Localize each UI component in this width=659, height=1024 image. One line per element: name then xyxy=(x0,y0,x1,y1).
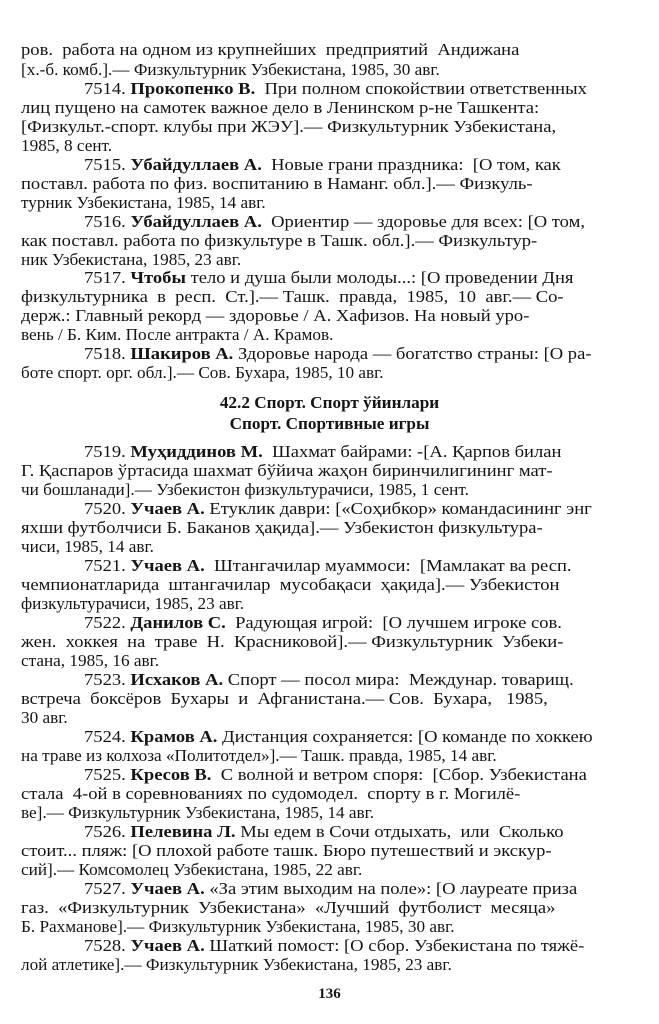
entry-first-line xyxy=(84,155,561,174)
line-text: [Физкульт.-спорт. клубы при ЖЭУ].— Физкультурник Узбекистана, xyxy=(21,117,557,136)
line-text: 30 авг. xyxy=(21,708,68,727)
entry-author: Учаев А. xyxy=(130,556,205,575)
line-text: жен. хоккея на траве Н. Красниковой].— Физкультурник Узбеки- xyxy=(21,632,564,651)
entry-number: 7524. xyxy=(84,727,131,746)
entry-number: 7526. xyxy=(84,822,131,841)
entry-line xyxy=(21,917,455,936)
line-text: Новые грани праздника: [О том, как xyxy=(261,155,561,174)
entry-line xyxy=(21,136,112,155)
entry-line xyxy=(21,231,537,250)
line-text: лой атлетике].— Физкультурник Узбекистана, 1985, 23 авг. xyxy=(21,955,452,974)
entry-line xyxy=(21,461,553,480)
entry-author: Учаев А. xyxy=(130,879,205,898)
entry-first-line xyxy=(84,79,587,98)
line-text: [х.-б. комб.].— Физкультурник Узбекистана, 1985, 30 авг. xyxy=(21,60,440,79)
line-text: держ.: Главный рекорд — здоровье / А. Хафизов. На новый уро- xyxy=(21,306,530,325)
entry-line xyxy=(21,860,362,879)
line-text: стоит... пляж: [О плохой работе ташк. Бюро путешествий и экскур- xyxy=(21,841,552,860)
line-text: Спорт — посол мира: Междунар. товарищ. xyxy=(223,670,574,689)
entry-author: Пелевина Л. xyxy=(130,822,236,841)
line-text: поставл. работа по физ. воспитанию в Наманг. обл.].— Физкуль- xyxy=(21,174,533,193)
entry-author: Данилов С. xyxy=(130,613,226,632)
line-text: физкультурника в респ. Ст.].— Ташк. правда, 1985, 10 авг.— Со- xyxy=(21,287,564,306)
line-text: газ. «Физкультурник Узбекистана» «Лучший футболист месяца» xyxy=(21,898,556,917)
entry-first-line xyxy=(84,613,562,632)
line-text: Г. Қаспаров ўртасида шахмат бўйича жаҳон биринчилигининг мат- xyxy=(21,461,553,480)
entry-line xyxy=(21,689,548,708)
line-text: чиси, 1985, 14 авг. xyxy=(21,537,154,556)
entry-first-line xyxy=(84,556,572,575)
line-text: ве].— Физкультурник Узбекистана, 1985, 14 авг. xyxy=(21,803,375,822)
entry-first-line xyxy=(84,442,561,461)
entry-line xyxy=(21,651,159,670)
line-text: 1985, 8 сент. xyxy=(21,136,113,155)
line-text: турник Узбекистана, 1985, 14 авг. xyxy=(21,193,266,212)
entry-first-line xyxy=(84,212,585,231)
entry-number: 7518. xyxy=(84,344,131,363)
entry-first-line xyxy=(84,670,574,689)
entry-author: Кресов В. xyxy=(130,765,212,784)
entry-line xyxy=(21,250,241,269)
line-text: встреча боксёров Бухары и Афганистана.— Сов. Бухара, 1985, xyxy=(21,689,548,708)
line-text: Здоровье народа — богатство страны: [О ра- xyxy=(233,344,592,363)
entry-line xyxy=(21,40,519,59)
entry-line xyxy=(21,537,154,556)
entry-first-line xyxy=(84,879,577,898)
line-text: тело и душа были молоды...: [О проведении Дня xyxy=(185,268,574,287)
line-text: Ориентир — здоровье для всех: [О том, xyxy=(261,212,586,231)
line-text: Шахмат байрами: -[А. Қарпов билан xyxy=(262,442,562,461)
line-text: физкультурачиси, 1985, 23 авг. xyxy=(21,594,245,613)
line-text: лиц пущено на самотек важное дело в Ленинском р-не Ташкента: xyxy=(21,98,540,117)
entry-line xyxy=(21,518,543,537)
entry-number: 7523. xyxy=(84,670,131,689)
line-text: сий].— Комсомолец Узбекистана, 1985, 22 авг. xyxy=(21,860,363,879)
line-text: Етуклик даври: [«Соҳибкор» командасининг энг xyxy=(204,499,592,518)
entry-line xyxy=(21,480,469,499)
entry-author: Шакиров А. xyxy=(130,344,234,363)
entry-author: Убайдуллаев А. xyxy=(130,155,262,174)
entry-first-line xyxy=(84,765,587,784)
line-text: как поставл. работа по физкультуре в Ташк. обл.].— Физкультур- xyxy=(21,231,538,250)
entry-line xyxy=(21,98,539,117)
entry-line xyxy=(21,174,533,193)
entry-line xyxy=(21,898,555,917)
entry-line xyxy=(21,632,563,651)
entry-author: Учаев А. xyxy=(130,499,205,518)
entry-number: 7517. xyxy=(84,268,131,287)
entry-first-line xyxy=(84,727,593,746)
entry-number: 7516. xyxy=(84,212,131,231)
line-text: на траве из колхоза «Политотдел»].— Ташк. правда, 1985, 14 авг. xyxy=(21,746,497,765)
entry-first-line xyxy=(84,936,584,955)
entry-line xyxy=(21,746,497,765)
entry-author: Чтобы xyxy=(130,268,186,287)
entry-number: 7519. xyxy=(84,442,131,461)
entry-author: Учаев А. xyxy=(130,936,205,955)
entry-first-line xyxy=(84,822,563,841)
entry-line xyxy=(21,708,68,727)
entry-line xyxy=(21,784,520,803)
line-text: Дистанция сохраняется: [О команде по хоккею xyxy=(217,727,593,746)
entry-line xyxy=(21,60,440,79)
line-text: чемпионатларида штангачилар мусобақаси ҳақида].— Узбекистон xyxy=(21,575,560,594)
entry-line xyxy=(21,306,529,325)
entry-line xyxy=(21,803,374,822)
entry-author: Исхаков А. xyxy=(130,670,224,689)
entry-line xyxy=(21,955,452,974)
entry-line xyxy=(21,363,384,382)
entry-number: 7528. xyxy=(84,936,131,955)
section-heading-uzbek: 42.2 Спорт. Спорт ўйинлари xyxy=(219,393,440,412)
entry-author: Крамов А. xyxy=(130,727,218,746)
entry-number: 7515. xyxy=(84,155,131,174)
line-text: Мы едем в Сочи отдыхать, или Сколько xyxy=(235,822,564,841)
entry-first-line xyxy=(84,499,592,518)
entry-number: 7527. xyxy=(84,879,131,898)
line-text: стала 4-ой в соревнованиях по судомодел. спорту в г. Могилё- xyxy=(21,784,521,803)
entry-author: Прокопенко В. xyxy=(130,79,256,98)
line-text: ник Узбекистана, 1985, 23 авг. xyxy=(21,250,242,269)
entry-number: 7525. xyxy=(84,765,131,784)
line-text: Шаткий помост: [О сбор. Узбекистана по тяжё- xyxy=(204,936,585,955)
line-text: Радующая игрой: [О лучшем игроке сов. xyxy=(225,613,562,632)
line-text: «За этим выходим на поле»: [О лауреате приза xyxy=(204,879,578,898)
entry-number: 7514. xyxy=(84,79,131,98)
line-text: С волной и ветром споря: [Сбор. Узбекистана xyxy=(211,765,587,784)
entry-author: Убайдуллаев А. xyxy=(130,212,262,231)
line-text: вень / Б. Ким. После антракта / А. Крамов. xyxy=(21,325,334,344)
line-text: Штангачилар муаммоси: [Мамлакат ва респ. xyxy=(204,556,572,575)
entry-line xyxy=(21,575,559,594)
line-text: Б. Рахманове].— Физкультурник Узбекистана, 1985, 30 авг. xyxy=(21,917,455,936)
entry-number: 7520. xyxy=(84,499,131,518)
entry-line xyxy=(21,117,556,136)
line-text: боте спорт. орг. обл.].— Сов. Бухара, 1985, 10 авг. xyxy=(21,363,384,382)
line-text: При полном спокойствии ответственных xyxy=(255,79,587,98)
entry-number: 7521. xyxy=(84,556,131,575)
entry-author: Муҳиддинов М. xyxy=(130,442,263,461)
entry-line xyxy=(21,594,244,613)
line-text: чи бошланади].— Узбекистон физкультурачиси, 1985, 1 сент. xyxy=(21,480,469,499)
line-text: яхши футболчиси Б. Баканов ҳақида].— Узбекистон физкультура- xyxy=(21,518,543,537)
entry-line xyxy=(21,841,552,860)
entry-line xyxy=(21,287,564,306)
entry-line xyxy=(21,325,333,344)
entry-number: 7522. xyxy=(84,613,131,632)
section-heading-russian: Спорт. Спортивные игры xyxy=(229,414,430,433)
page-number: 136 xyxy=(318,986,341,1002)
line-text: стана, 1985, 16 авг. xyxy=(21,651,160,670)
line-text: ров. работа на одном из крупнейших предприятий Андижана xyxy=(21,40,520,59)
entry-first-line xyxy=(84,344,592,363)
entry-first-line xyxy=(84,268,573,287)
entry-line xyxy=(21,193,266,212)
